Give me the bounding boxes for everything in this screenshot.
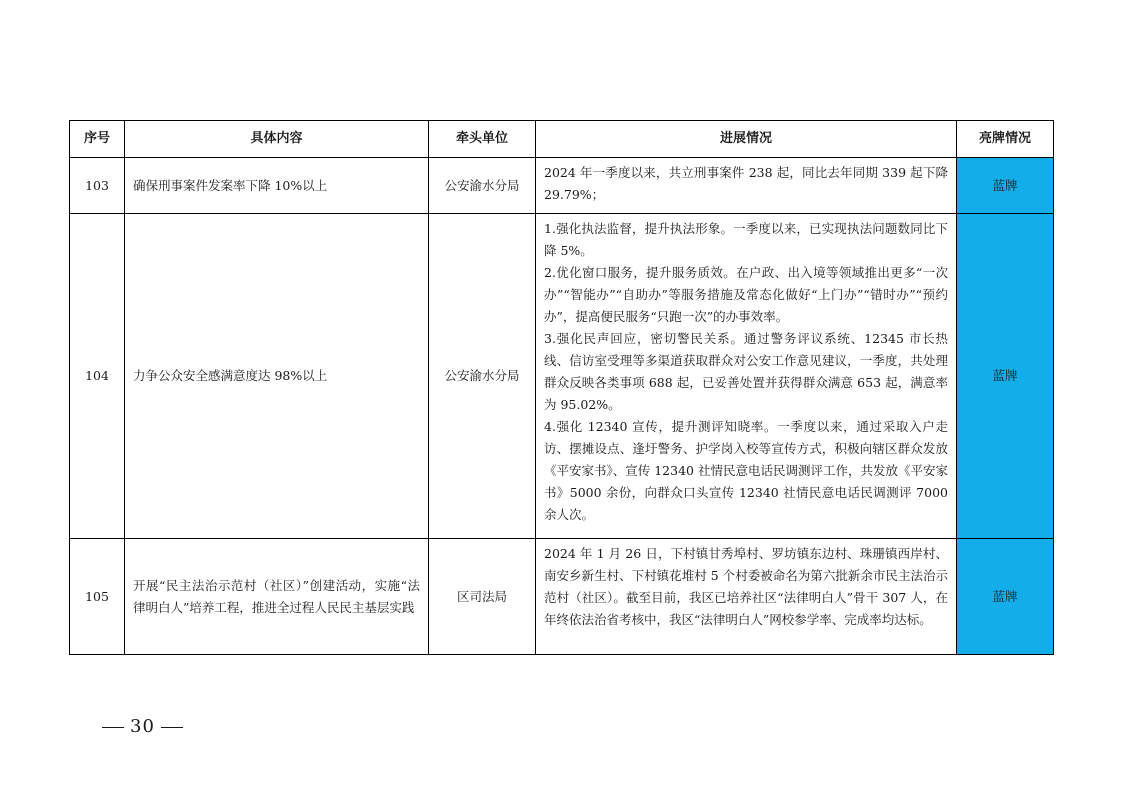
row-num: 105 [70, 539, 125, 655]
progress-table [69, 120, 1054, 655]
header-content: 具体内容 [125, 121, 429, 158]
progress-table-container [69, 120, 1053, 655]
row-progress [536, 158, 957, 214]
row-unit: 公安渝水分局 [429, 214, 536, 539]
row-num: 103 [70, 158, 125, 214]
progress-text: 2024 年一季度以来，共立刑事案件 238 起，同比去年同期 339 起下降 29.79%； [544, 165, 948, 202]
page-number-text: 30 [130, 716, 155, 737]
table-row [70, 158, 1054, 214]
row-progress [536, 214, 957, 539]
progress-text: 4.强化 12340 宣传，提升测评知晓率。一季度以来，通过采取入户走访、摆摊设点、逢圩警务、护学岗入校等宣传方式，积极向辖区群众发放《平安家书》、宣传 12340 社情民意电话民调测评工作，共发放《平安家书》5000 余份，向群众口头宣传 12340 社情民意电话民调测评 7000 余人次。 [544, 419, 948, 522]
dash-left [102, 727, 124, 728]
progress-text: 3.强化民声回应，密切警民关系。通过警务评议系统、12345 市长热线、信访室受理等多渠道获取群众对公安工作意见建议，一季度，共处理群众反映各类事项 688 起，已妥善处置并获得群众满意 653 起，满意率为 95.02%。 [544, 331, 948, 412]
status-badge: 蓝牌 [957, 539, 1054, 655]
row-unit: 公安渝水分局 [429, 158, 536, 214]
progress-text: 2.优化窗口服务，提升服务质效。在户政、出入境等领域推出更多“一次办”“智能办”“自助办”等服务措施及常态化做好“上门办”“错时办”“预约办”，提高便民服务“只跑一次”的办事效率。 [544, 265, 948, 324]
header-num: 序号 [70, 121, 125, 158]
row-progress [536, 539, 957, 655]
row-num: 104 [70, 214, 125, 539]
status-badge: 蓝牌 [957, 158, 1054, 214]
progress-text: 2024 年 1 月 26 日，下村镇甘秀埠村、罗坊镇东边村、珠珊镇西岸村、南安乡新生村、下村镇花堆村 5 个村委被命名为第六批新余市民主法治示范村（社区）。截至目前，我区已培养社区“法律明白人”骨干 307 人，在年终依法治省考核中，我区“法律明白人”网校参学率、完成率均达标。 [544, 546, 948, 627]
page-number [96, 716, 189, 737]
row-content: 确保刑事案件发案率下降 10%以上 [125, 158, 429, 214]
table-row [70, 214, 1054, 539]
progress-text: 1.强化执法监督，提升执法形象。一季度以来，已实现执法问题数同比下降 5%。 [544, 221, 948, 258]
row-content: 开展“民主法治示范村（社区）”创建活动，实施“法律明白人”培养工程，推进全过程人民民主基层实践 [125, 539, 429, 655]
header-unit: 牵头单位 [429, 121, 536, 158]
table-header-row [70, 121, 1054, 158]
table-row [70, 539, 1054, 655]
dash-right [161, 727, 183, 728]
header-status: 亮牌情况 [957, 121, 1054, 158]
header-progress: 进展情况 [536, 121, 957, 158]
row-content: 力争公众安全感满意度达 98%以上 [125, 214, 429, 539]
row-unit: 区司法局 [429, 539, 536, 655]
status-badge: 蓝牌 [957, 214, 1054, 539]
